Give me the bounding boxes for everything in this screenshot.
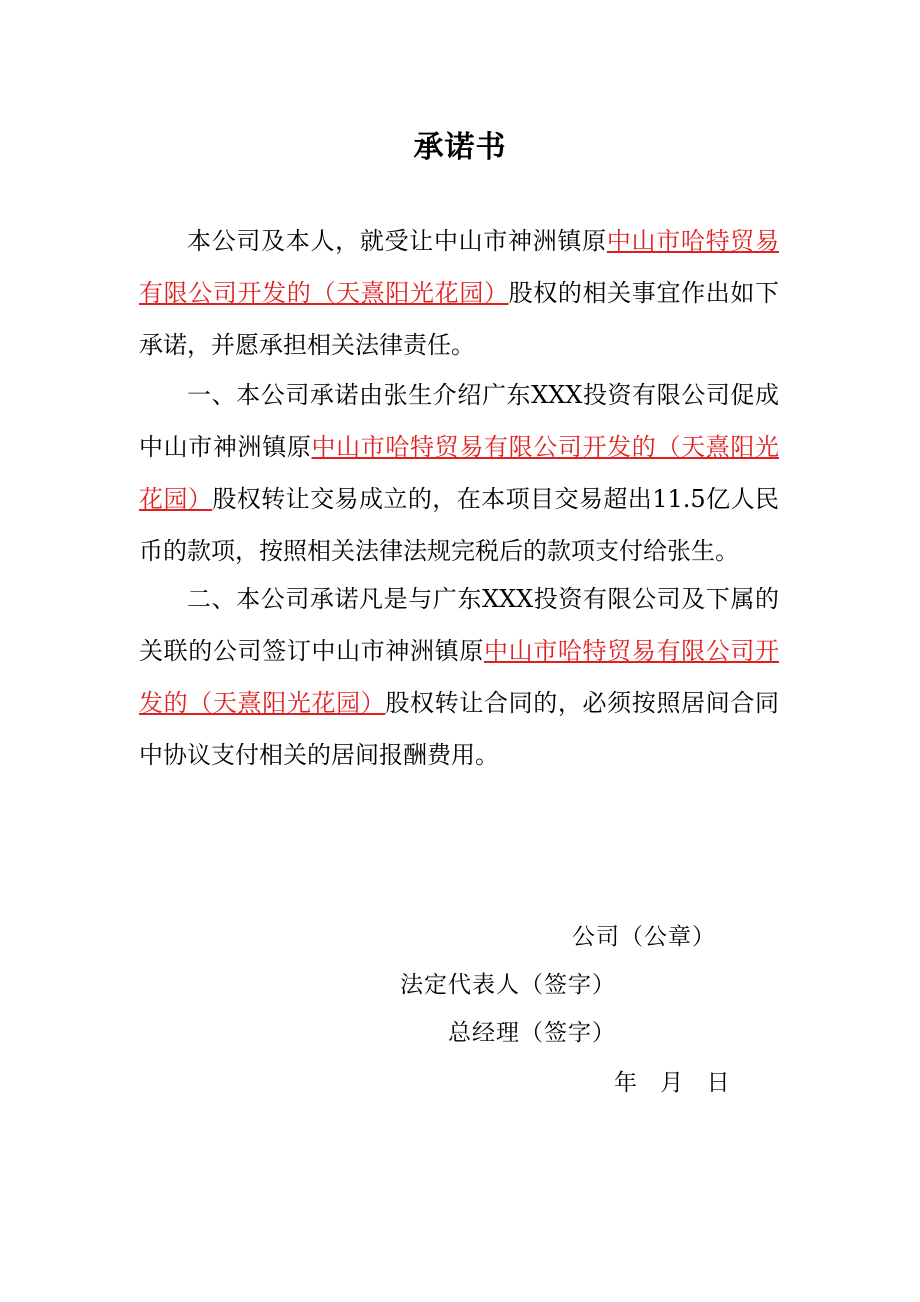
clause-two-tail: 股权转让合同的，必须按照居间合同中协议支付相关的居间报酬费用。 [139,689,780,769]
project-name-highlight: 中山市哈特贸易有限公司开发的（天熹阳光花园） [139,227,780,307]
clause-one-tail: 股权转让交易成立的，在本项目交易超出11.5亿人民币的款项，按照相关法律法规完税后的款项支付给张生。 [139,485,780,565]
general-manager-line: 总经理（签字） [448,1020,616,1046]
date-line: 年 月 日 [614,1070,731,1096]
legal-representative-line: 法定代表人（签字） [400,972,616,998]
paragraph-intro-lead: 本公司及本人，就受让中山市神洲镇原 [187,227,607,255]
project-name-highlight: 中山市哈特贸易有限公司开发的（天熹阳光花园） [139,637,780,717]
company-seal-line: 公司（公章） [572,924,716,950]
project-name-highlight: 中山市哈特贸易有限公司开发的（天熹阳光花园） [139,433,780,513]
paragraph-clause-two [139,573,779,781]
document-title: 承诺书 [413,130,507,165]
paragraph-intro-tail: 股权的相关事宜作出如下承诺，并愿承担相关法律责任。 [139,279,780,359]
clause-one-lead: 一、本公司承诺由张生介绍广东XXX投资有限公司促成中山市神洲镇原 [139,381,779,461]
paragraph-clause-one [139,369,779,577]
clause-two-lead: 二、本公司承诺凡是与广东XXX投资有限公司及下属的关联的公司签订中山市神洲镇原 [139,585,779,665]
paragraph-intro [139,215,779,371]
